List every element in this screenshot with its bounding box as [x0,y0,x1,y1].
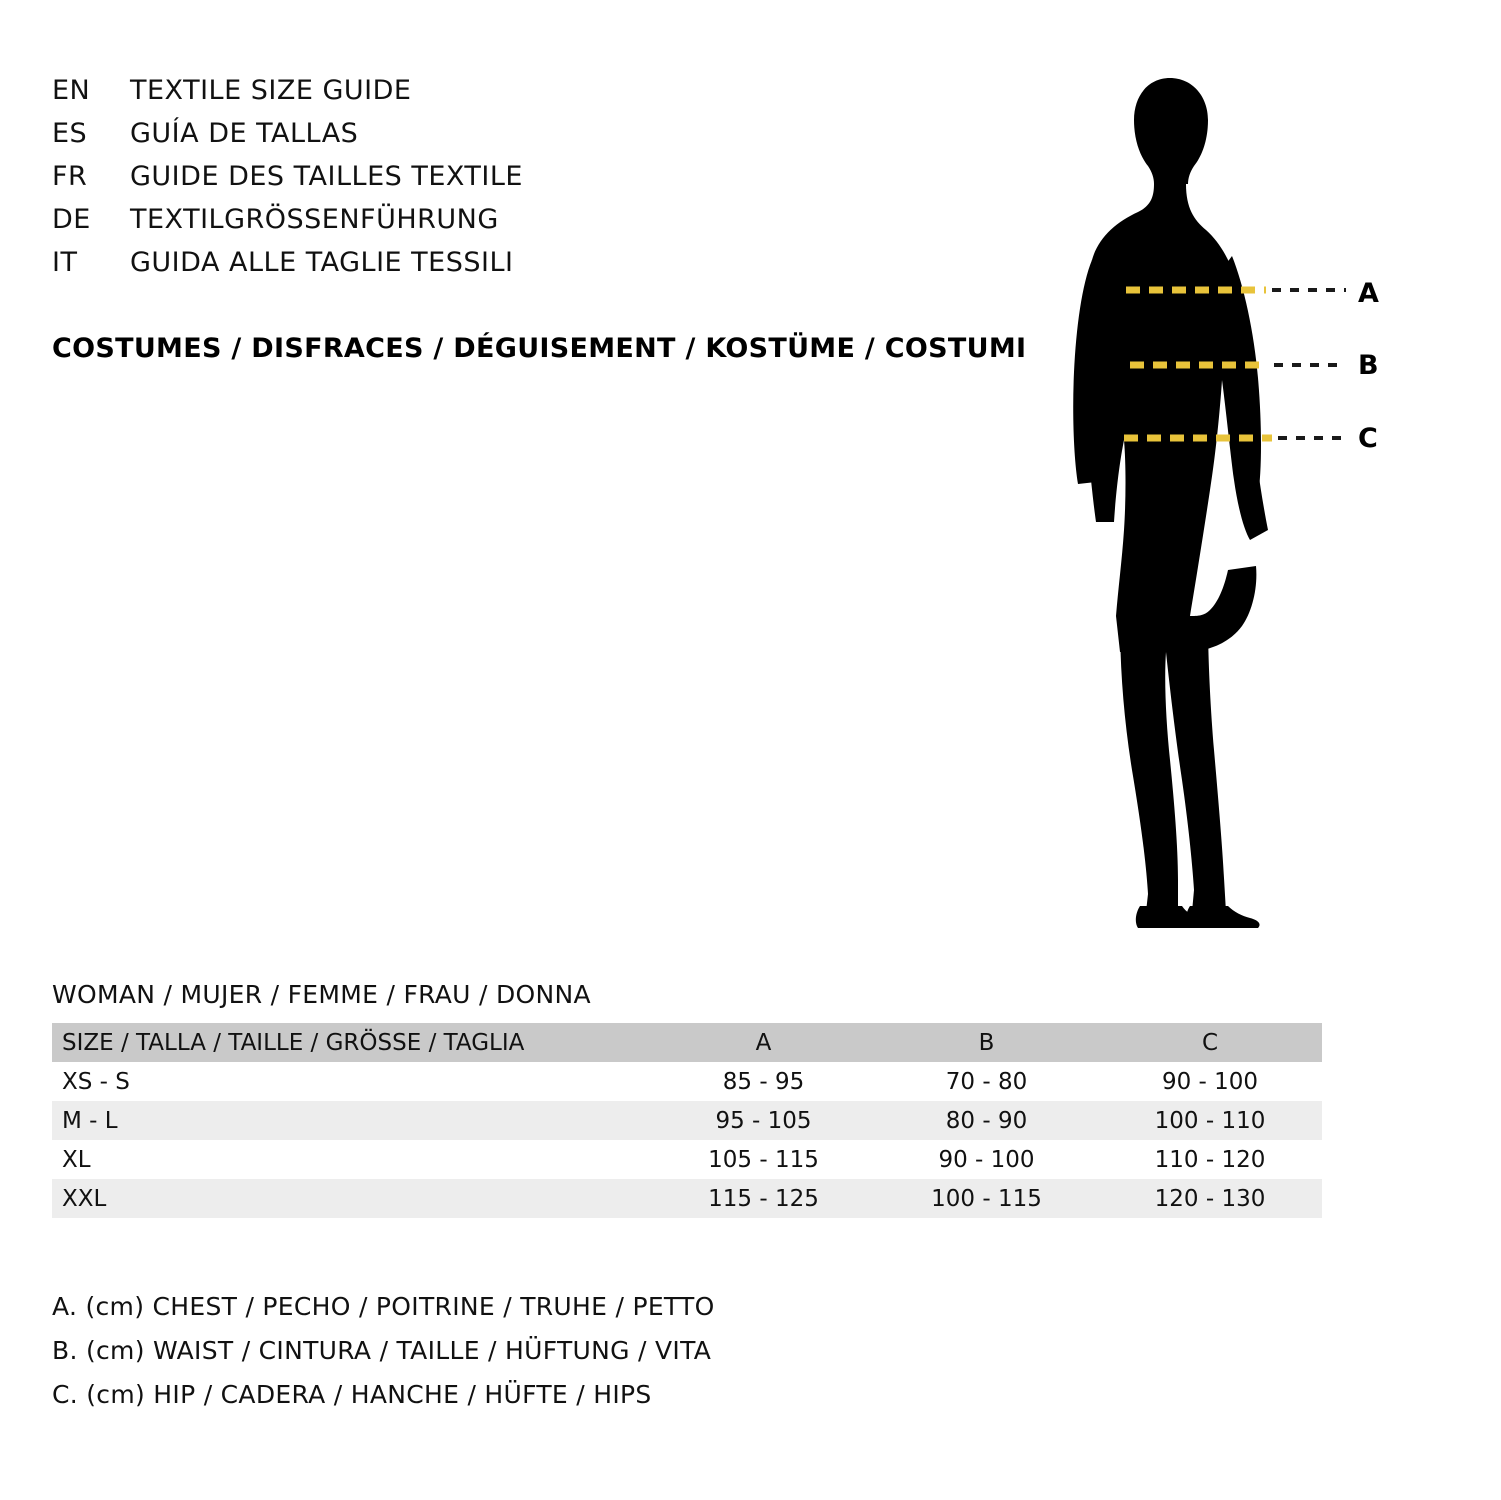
language-text-en: TEXTILE SIZE GUIDE [130,75,412,106]
table-header-b: B [875,1023,1098,1062]
size-table-section [52,980,1322,1218]
cell-c: 90 - 100 [1098,1062,1322,1101]
language-row-fr [52,161,1012,204]
legend-item-b: B. (cm) WAIST / CINTURA / TAILLE / HÜFTUNG / VITA [52,1336,712,1365]
language-text-it: GUIDA ALLE TAGLIE TESSILI [130,247,514,278]
cell-size: XS - S [52,1062,652,1101]
language-row-es [52,118,1012,161]
table-row [52,1101,1322,1140]
table-header-size: SIZE / TALLA / TAILLE / GRÖSSE / TAGLIA [52,1023,652,1062]
size-table [52,1023,1322,1218]
language-header-block [52,75,1012,290]
costumes-subtitle: COSTUMES / DISFRACES / DÉGUISEMENT / KOSTÜME / COSTUMI [52,333,1027,364]
language-text-de: TEXTILGRÖSSENFÜHRUNG [130,204,499,235]
cell-size: M - L [52,1101,652,1140]
cell-b: 100 - 115 [875,1179,1098,1218]
legend-item-c: C. (cm) HIP / CADERA / HANCHE / HÜFTE / HIPS [52,1380,652,1409]
measurement-legend [52,1285,1152,1417]
table-row [52,1179,1322,1218]
language-code-fr: FR [52,161,88,192]
language-code-en: EN [52,75,91,106]
language-row-it [52,247,1012,290]
table-row [52,1140,1322,1179]
legend-item-a: A. (cm) CHEST / PECHO / POITRINE / TRUHE / PETTO [52,1292,715,1321]
measure-label-c: C [1358,423,1378,454]
language-code-it: IT [52,247,78,278]
cell-c: 100 - 110 [1098,1101,1322,1140]
cell-b: 70 - 80 [875,1062,1098,1101]
cell-a: 105 - 115 [652,1140,875,1179]
figure-illustration [1020,60,1450,940]
cell-a: 95 - 105 [652,1101,875,1140]
cell-c: 110 - 120 [1098,1140,1322,1179]
language-text-es: GUÍA DE TALLAS [130,118,359,149]
cell-size: XXL [52,1179,652,1218]
cell-c: 120 - 130 [1098,1179,1322,1218]
cell-a: 115 - 125 [652,1179,875,1218]
language-code-de: DE [52,204,91,235]
table-header-a: A [652,1023,875,1062]
language-code-es: ES [52,118,88,149]
cell-b: 80 - 90 [875,1101,1098,1140]
measure-label-b: B [1358,350,1379,381]
language-row-de [52,204,1012,247]
cell-size: XL [52,1140,652,1179]
cell-b: 90 - 100 [875,1140,1098,1179]
table-caption: WOMAN / MUJER / FEMME / FRAU / DONNA [52,980,591,1009]
language-row-en [52,75,1012,118]
table-header-c: C [1098,1023,1322,1062]
table-header-row [52,1023,1322,1062]
table-row [52,1062,1322,1101]
woman-silhouette-icon [1020,60,1450,940]
language-text-fr: GUIDE DES TAILLES TEXTILE [130,161,523,192]
cell-a: 85 - 95 [652,1062,875,1101]
measure-label-a: A [1358,278,1379,309]
